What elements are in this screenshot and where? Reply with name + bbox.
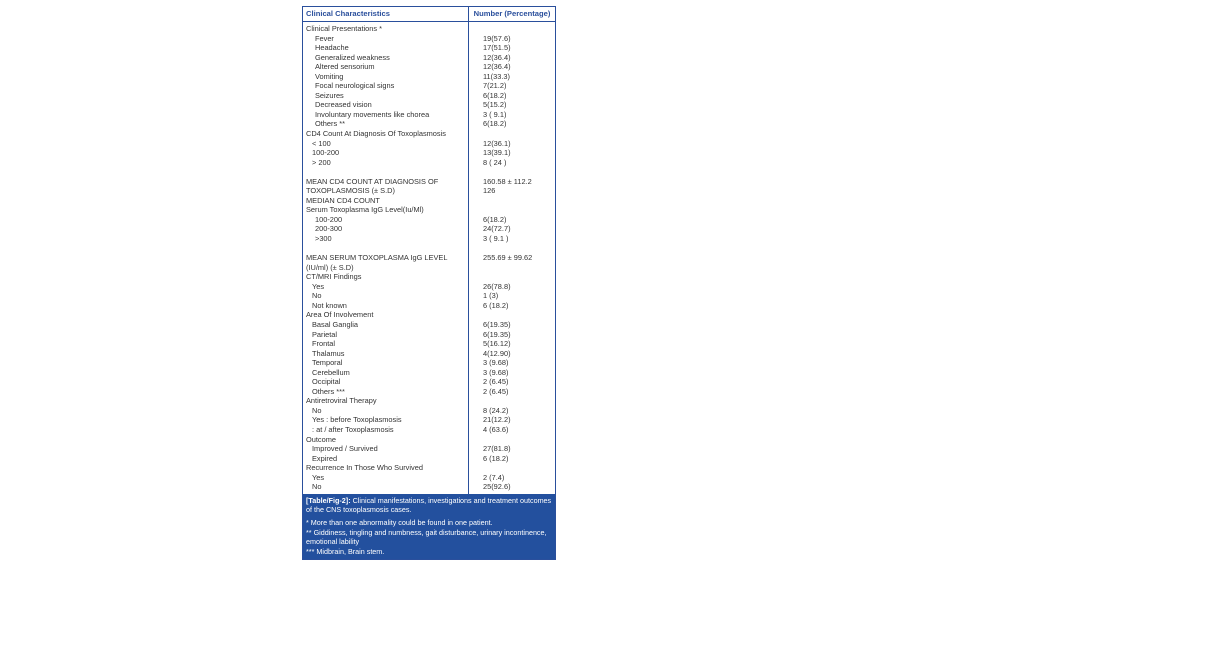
- row-label: CT/MRI Findings: [306, 272, 362, 282]
- table-row: [303, 53, 555, 63]
- header-clinical-characteristics: Clinical Characteristics: [303, 7, 469, 21]
- table-row: [303, 425, 555, 435]
- row-value: 6(18.2): [483, 119, 507, 129]
- row-value: 12(36.4): [483, 62, 511, 72]
- row-value: 4(12.90): [483, 348, 511, 358]
- table-row: [303, 473, 555, 483]
- table-row: [303, 186, 555, 196]
- row-value: 4 (63.6): [483, 424, 509, 434]
- row-label: CD4 Count At Diagnosis Of Toxoplasmosis: [306, 129, 446, 139]
- row-value: 17(51.5): [483, 43, 511, 53]
- row-value: 5(15.2): [483, 100, 507, 110]
- row-label: No: [312, 405, 322, 415]
- table-row: [303, 435, 555, 445]
- row-value: [469, 435, 555, 445]
- row-label: > 200: [312, 157, 331, 167]
- row-label: Expired: [312, 453, 338, 463]
- caption-tag: [Table/Fig-2]:: [306, 495, 351, 505]
- table-row: [303, 110, 555, 120]
- row-label: Antiretroviral Therapy: [306, 396, 377, 406]
- table-row: [303, 463, 555, 473]
- caption-text: Clinical manifestations, investigations and treatment outcomes of the CNS toxoplasmosis cases.: [306, 495, 552, 515]
- row-label: >300: [315, 234, 332, 244]
- row-label: Fever: [315, 33, 334, 43]
- table-row: [303, 72, 555, 82]
- table-row: [303, 43, 555, 53]
- table-header: [303, 7, 555, 22]
- row-label: Focal neurological signs: [315, 81, 395, 91]
- table-row: [303, 406, 555, 416]
- row-value: 3 ( 9.1 ): [483, 234, 509, 244]
- row-label: Improved / Survived: [312, 444, 378, 454]
- table-row: [303, 482, 555, 492]
- row-value: 1 (3): [483, 291, 499, 301]
- footnote-3: *** Midbrain, Brain stem.: [306, 546, 385, 556]
- footnote-1: * More than one abnormality could be found in one patient.: [306, 517, 493, 527]
- row-value: 12(36.1): [483, 138, 511, 148]
- row-label: MEAN SERUM TOXOPLASMA IgG LEVEL: [306, 253, 448, 263]
- row-label: Not known: [312, 300, 347, 310]
- row-value: 2 (6.45): [483, 377, 509, 387]
- row-label: TOXOPLASMOSIS (± S.D): [306, 186, 395, 196]
- row-value: 160.58 ± 112.2: [483, 176, 532, 186]
- table-row: [303, 119, 555, 129]
- row-label: MEAN CD4 COUNT AT DIAGNOSIS OF: [306, 176, 439, 186]
- table-row: [303, 253, 555, 263]
- clinical-table: [302, 6, 556, 560]
- table-row: [303, 387, 555, 397]
- row-value: 6(18.2): [483, 90, 507, 100]
- row-value: 26(78.8): [483, 281, 511, 291]
- table-row: [303, 444, 555, 454]
- row-label: Recurrence In Those Who Survived: [306, 463, 423, 473]
- row-value: 19(57.6): [483, 33, 511, 43]
- row-value: [469, 463, 555, 473]
- table-row: [303, 215, 555, 225]
- row-value: [469, 167, 555, 177]
- row-label: [303, 244, 469, 254]
- row-label: 200-300: [315, 224, 343, 234]
- row-value: 27(81.8): [483, 444, 511, 454]
- table-body: [303, 22, 555, 494]
- row-label: Yes: [312, 472, 325, 482]
- table-row: [303, 301, 555, 311]
- row-label: Seizures: [315, 90, 344, 100]
- row-label: Cerebellum: [312, 367, 350, 377]
- row-label: Involuntary movements like chorea: [315, 109, 430, 119]
- row-value: 13(39.1): [483, 148, 511, 158]
- table-row: [303, 62, 555, 72]
- row-value: 3 (9.68): [483, 367, 509, 377]
- row-value: [469, 396, 555, 406]
- table-row: [303, 368, 555, 378]
- row-label: Thalamus: [312, 348, 345, 358]
- row-value: [469, 24, 555, 34]
- table-row: [303, 377, 555, 387]
- row-value: [469, 244, 555, 254]
- row-label: MEDIAN CD4 COUNT: [306, 195, 380, 205]
- row-label: Parietal: [312, 329, 338, 339]
- footnote-2: ** Giddiness, tingling and numbness, gait disturbance, urinary incontinence, emotional lability: [306, 527, 547, 547]
- row-value: 5(16.12): [483, 339, 511, 349]
- row-label: Frontal: [312, 339, 336, 349]
- row-value: 3 (9.68): [483, 358, 509, 368]
- row-label: [303, 167, 469, 177]
- row-value: 24(72.7): [483, 224, 511, 234]
- row-value: 7(21.2): [483, 81, 507, 91]
- row-label: < 100: [312, 138, 331, 148]
- row-label: Clinical Presentations *: [306, 24, 382, 33]
- row-value: 255.69 ± 99.62: [483, 253, 533, 263]
- row-value: 6 (18.2): [483, 300, 509, 310]
- table-row: [303, 396, 555, 406]
- row-label: Vomiting: [315, 71, 344, 81]
- row-value: 6(18.2): [483, 214, 507, 224]
- table-row: [303, 358, 555, 368]
- table-row: [303, 415, 555, 425]
- row-value: 12(36.4): [483, 52, 511, 62]
- table-row: [303, 291, 555, 301]
- row-value: 6 (18.2): [483, 453, 509, 463]
- table-row: [303, 129, 555, 139]
- row-label: Generalized weakness: [315, 52, 390, 62]
- row-label: Yes : before Toxoplasmosis: [312, 415, 402, 425]
- table-row: [303, 272, 555, 282]
- row-value: 8 ( 24 ): [483, 157, 507, 167]
- table-row: [303, 167, 555, 177]
- row-value: [469, 129, 555, 139]
- table-row: [303, 148, 555, 158]
- table-row: [303, 349, 555, 359]
- row-label: Headache: [315, 43, 349, 53]
- table-row: [303, 205, 555, 215]
- row-label: Area Of Involvement: [306, 310, 374, 320]
- row-value: 6(19.35): [483, 319, 511, 329]
- row-label: Basal Ganglia: [312, 319, 359, 329]
- row-value: 3 ( 9.1): [483, 109, 507, 119]
- row-label: (IU/ml) (± S.D): [306, 262, 354, 272]
- row-label: Others **: [315, 119, 345, 129]
- table-row: [303, 81, 555, 91]
- row-value: 126: [483, 186, 496, 196]
- table-row: [303, 224, 555, 234]
- row-value: 6(19.35): [483, 329, 511, 339]
- row-label: Outcome: [306, 434, 336, 444]
- row-value: 21(12.2): [483, 415, 511, 425]
- table-row: [303, 177, 555, 187]
- row-label: : at / after Toxoplasmosis: [312, 424, 394, 434]
- table-row: [303, 24, 555, 34]
- table-row: [303, 91, 555, 101]
- row-value: [469, 263, 555, 273]
- row-value: 2 (6.45): [483, 386, 509, 396]
- table-row: [303, 330, 555, 340]
- row-label: 100-200: [315, 214, 343, 224]
- row-value: [469, 310, 555, 320]
- table-row: [303, 234, 555, 244]
- table-row: [303, 244, 555, 254]
- table-row: [303, 196, 555, 206]
- header-number-percentage: Number (Percentage): [473, 9, 551, 18]
- table-row: [303, 34, 555, 44]
- table-row: [303, 310, 555, 320]
- table-row: [303, 100, 555, 110]
- row-value: [469, 205, 555, 215]
- table-row: [303, 320, 555, 330]
- row-value: 2 (7.4): [483, 472, 505, 482]
- table-row: [303, 263, 555, 273]
- row-label: Serum Toxoplasma IgG Level(Iu/Ml): [306, 205, 424, 215]
- row-value: 25(92.6): [483, 482, 511, 492]
- row-label: Occipital: [312, 377, 341, 387]
- table-row: [303, 454, 555, 464]
- row-value: 11(33.3): [483, 71, 510, 81]
- caption-main: [306, 496, 552, 515]
- row-label: Decreased vision: [315, 100, 372, 110]
- row-label: Temporal: [312, 358, 343, 368]
- row-value: 8 (24.2): [483, 405, 509, 415]
- row-label: Others ***: [312, 386, 345, 396]
- table-row: [303, 282, 555, 292]
- table-caption: [303, 494, 555, 560]
- row-label: 100-200: [312, 148, 340, 158]
- row-value: [469, 196, 555, 206]
- row-label: No: [312, 291, 322, 301]
- row-label: Altered sensorium: [315, 62, 375, 72]
- row-label: Yes: [312, 281, 325, 291]
- table-row: [303, 139, 555, 149]
- table-row: [303, 339, 555, 349]
- table-row: [303, 158, 555, 168]
- row-value: [469, 272, 555, 282]
- row-label: No: [312, 482, 322, 492]
